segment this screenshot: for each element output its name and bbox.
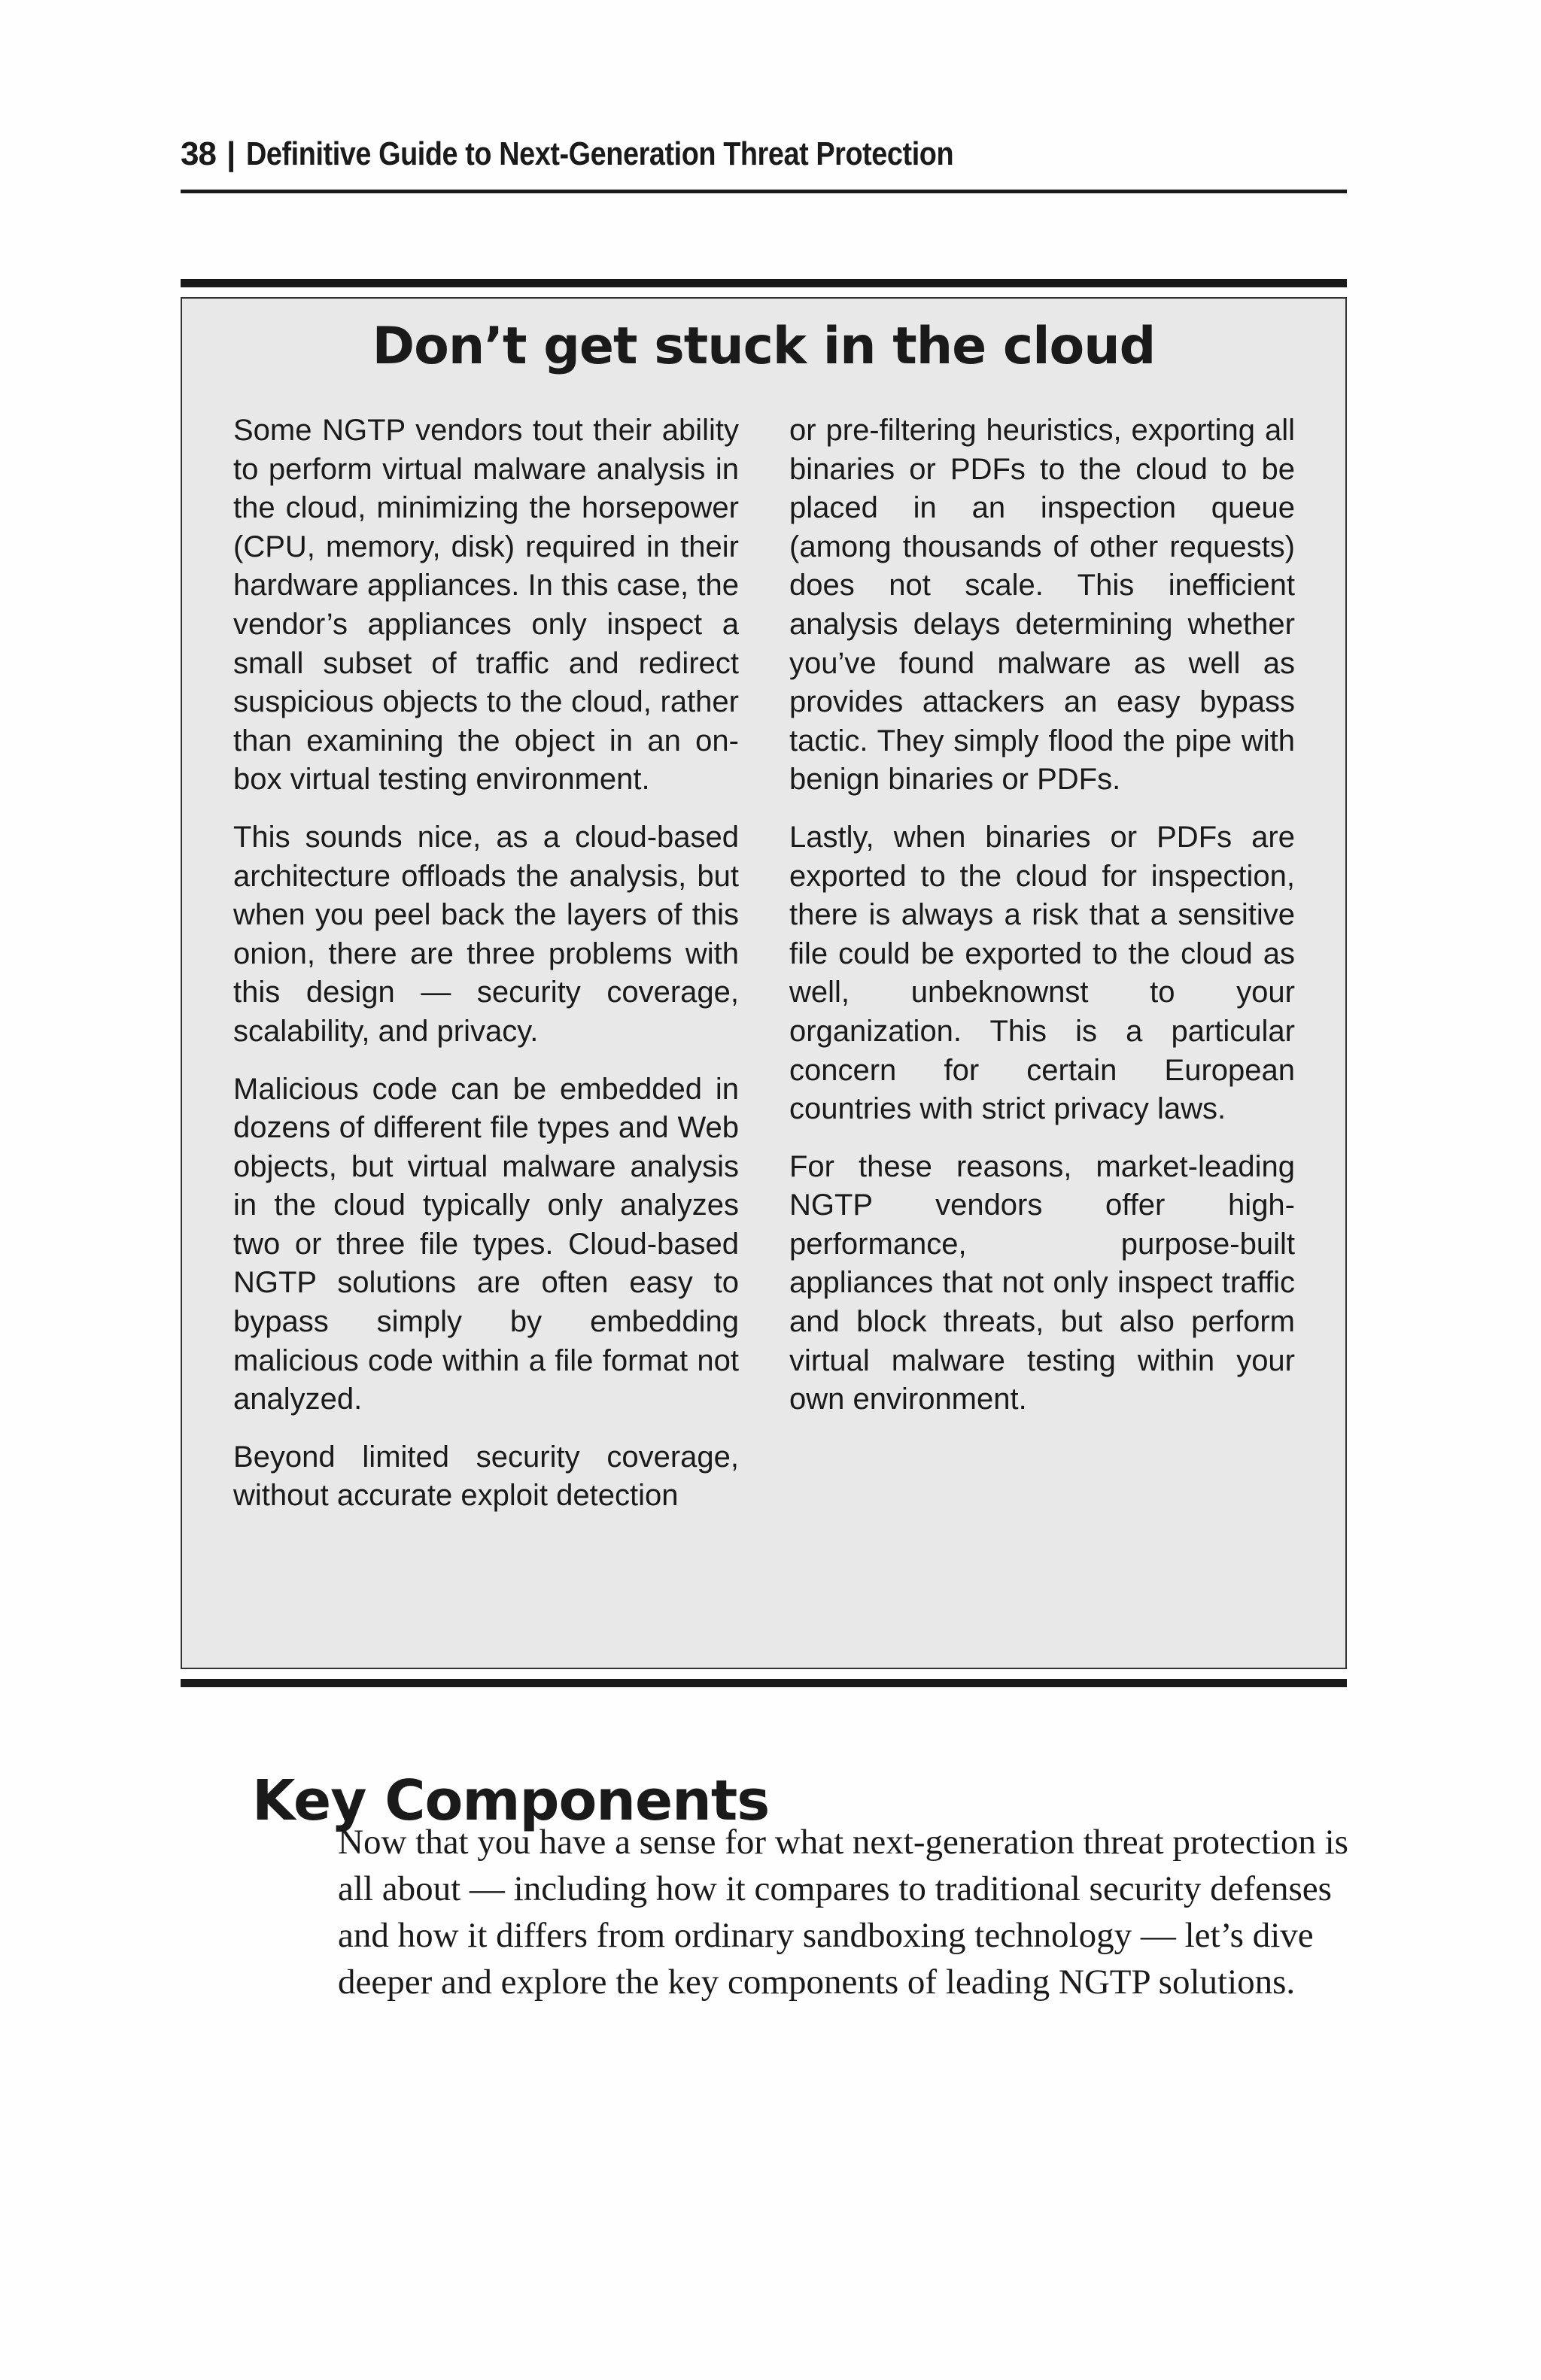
sidebar-column-right [789, 411, 1295, 1438]
sidebar-paragraph: Some NGTP vendors tout their ability to perform virtual malware analysis in the cloud, minimizing the horsepower (CPU, memory, disk) required in their hardware appliances. In this case, the vendor’s appliances only inspect a small subset of traffic and redirect suspicious objects to the cloud, rather than examining the object in an on-box virtual testing environment. [233, 414, 739, 797]
sidebar-paragraph: This sounds nice, as a cloud-based architecture offloads the analysis, but when you peel back the layers of this onion, there are three problems with this design — security coverage, scalability, and privacy. [233, 820, 739, 1048]
sidebar-paragraph: Lastly, when binaries or PDFs are exported to the cloud for inspection, there is always a risk that a sensitive file could be exported to the cloud as well, unbeknownst to your organization. This is a particular concern for certain European countries with strict privacy laws. [789, 820, 1295, 1126]
page-number: 38 [181, 135, 216, 172]
sidebar-paragraph: Beyond limited security coverage, without accurate exploit detection [233, 1440, 739, 1513]
sidebar-title: Don’t get stuck in the cloud [372, 317, 1156, 376]
sidebar-column-left [233, 411, 739, 1535]
sidebar-panel [181, 297, 1347, 1669]
sidebar-paragraph: Malicious code can be embedded in dozens of different file types and Web objects, but virtual malware analysis in the cloud typically only analyzes two or three file types. Cloud-based NGTP solutions are often easy to bypass simply by embedding malicious code within a file format not analyzed. [233, 1072, 739, 1416]
sidebar-paragraph: For these reasons, market-leading NGTP vendors offer high-performance, purpose-built appliances that not only inspect traffic and block threats, but also perform virtual malware testing within your own environment. [789, 1149, 1295, 1416]
header-separator: | [226, 135, 236, 172]
sidebar-box [181, 279, 1347, 1687]
book-title: Definitive Guide to Next-Generation Threat Protection [246, 135, 954, 172]
running-header [181, 135, 1347, 193]
body-paragraph: Now that you have a sense for what next-generation threat protection is all about — including how it compares to traditional security defenses and how it differs from ordinary sandboxing technology — let’s dive deeper and explore the key components of leading NGTP solutions. [338, 1823, 1348, 2002]
sidebar-paragraph: or pre-filtering heuristics, exporting all binaries or PDFs to the cloud to be placed in an inspection queue (among thousands of other requests) does not scale. This inefficient analysis delays determining whether you’ve found malware as well as provides attackers an easy bypass tactic. They simply flood the pipe with benign binaries or PDFs. [789, 414, 1295, 797]
section-heading: Key Components [252, 1768, 770, 1834]
